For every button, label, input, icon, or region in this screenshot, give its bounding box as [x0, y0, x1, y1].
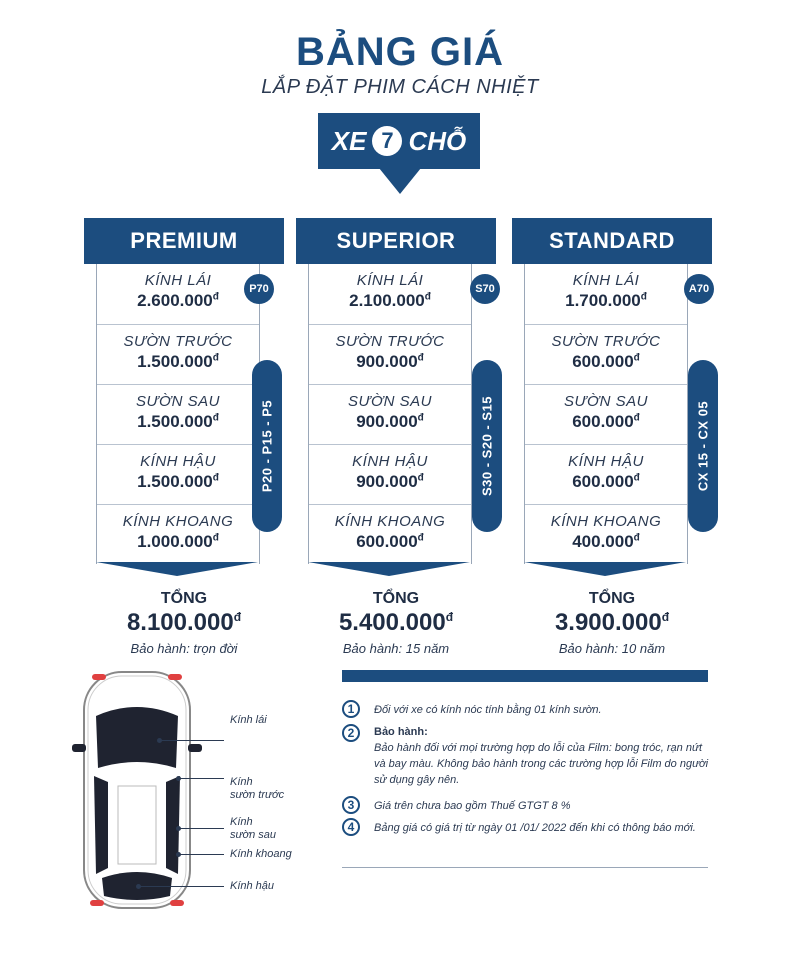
column-pointer — [308, 562, 470, 576]
row-value: $2.100.000^đ$ — [349, 291, 431, 310]
price-row — [97, 384, 259, 445]
price-row — [97, 264, 259, 324]
package-name: PREMIUM — [84, 218, 284, 264]
price-row — [525, 444, 687, 505]
row-label: SƯỜN TRƯỚC — [335, 333, 445, 350]
price-row — [525, 324, 687, 385]
label-cabin: Kính khoang — [230, 848, 292, 860]
pointer-line — [180, 854, 224, 855]
row-value: $900.000^đ$ — [356, 472, 424, 491]
price-row — [309, 504, 471, 565]
row-value: $1.500.000^đ$ — [137, 412, 219, 431]
price-row — [97, 504, 259, 565]
page-title: BẢNG GIÁ — [296, 30, 504, 74]
badge-prefix: XE — [331, 125, 367, 156]
row-value: $600.000^đ$ — [572, 472, 640, 491]
vehicle-type-badge — [318, 113, 480, 169]
row-label: KÍNH LÁI — [356, 272, 424, 289]
pointer-line — [140, 886, 224, 887]
row-label: SƯỜN TRƯỚC — [123, 333, 233, 350]
price-row — [525, 264, 687, 324]
package-rows — [524, 264, 688, 564]
label-windshield: Kính lái — [230, 714, 267, 726]
price-row — [309, 264, 471, 324]
label-rear-side: Kính sườn sau — [230, 816, 277, 841]
film-variants-pill: S30 - S20 - S15 — [472, 360, 502, 532]
row-label: KÍNH LÁI — [572, 272, 640, 289]
price-row — [309, 384, 471, 445]
row-label: SƯỜN SAU — [348, 393, 432, 410]
label-rear: Kính hậu — [230, 880, 275, 892]
row-value: $600.000^đ$ — [356, 532, 424, 551]
note-text: Bảng giá có giá trị từ ngày 01 /01/ 2022 đến khi có thông báo mới. — [374, 822, 696, 834]
row-value: $600.000^đ$ — [572, 412, 640, 431]
row-label: SƯỜN SAU — [136, 393, 220, 410]
package-name: SUPERIOR — [296, 218, 496, 264]
warranty-text: Bảo hành: trọn đời — [130, 641, 238, 656]
row-value: $900.000^đ$ — [356, 352, 424, 371]
film-code-badge: S70 — [470, 274, 500, 304]
row-value: $400.000^đ$ — [572, 532, 640, 551]
price-row — [309, 324, 471, 385]
notes-header-bar — [342, 670, 708, 682]
film-variants-pill: CX 15 - CX 05 — [688, 360, 718, 532]
row-label: KÍNH KHOANG — [334, 513, 446, 530]
row-label: KÍNH LÁI — [144, 272, 212, 289]
car-top-view-icon — [72, 668, 222, 918]
row-value: $1.700.000^đ$ — [565, 291, 647, 310]
seat-count: 7 — [372, 126, 402, 156]
price-row — [525, 504, 687, 565]
row-label: KÍNH KHOANG — [122, 513, 234, 530]
row-label: SƯỜN SAU — [564, 393, 648, 410]
column-pointer — [524, 562, 686, 576]
package-rows — [308, 264, 472, 564]
label-front-side: Kính sườn trước — [230, 776, 285, 801]
note-number: 2 — [342, 724, 360, 742]
price-row — [97, 444, 259, 505]
column-pointer — [96, 562, 258, 576]
price-row — [525, 384, 687, 445]
film-code-badge: A70 — [684, 274, 714, 304]
row-value: $1.500.000^đ$ — [137, 352, 219, 371]
note-text: Giá trên chưa bao gồm Thuế GTGT 8 % — [374, 800, 571, 812]
notes-divider — [342, 867, 708, 868]
note-number: 1 — [342, 700, 360, 718]
row-label: KÍNH HẬU — [568, 453, 644, 470]
price-row — [97, 324, 259, 385]
note-text: Đối với xe có kính nóc tính bằng 01 kính sườn. — [374, 704, 602, 716]
row-label: KÍNH HẬU — [140, 453, 216, 470]
row-value: $1.500.000^đ$ — [137, 472, 219, 491]
pointer-line — [160, 740, 224, 741]
row-value: $1.000.000^đ$ — [137, 532, 219, 551]
row-value: $600.000^đ$ — [572, 352, 640, 371]
package-total: TỔNG $5.400.000^đ$ Bảo hành: 15 năm — [296, 590, 496, 656]
film-variants-pill: P20 - P15 - P5 — [252, 360, 282, 532]
row-label: KÍNH HẬU — [352, 453, 428, 470]
note-number: 4 — [342, 818, 360, 836]
badge-pointer — [379, 168, 421, 194]
package-name: STANDARD — [512, 218, 712, 264]
package-total: TỔNG $8.100.000^đ$ Bảo hành: trọn đời — [84, 590, 284, 656]
package-standard — [512, 218, 712, 656]
package-superior — [296, 218, 496, 656]
row-label: SƯỜN TRƯỚC — [551, 333, 661, 350]
package-premium — [84, 218, 284, 656]
page-subtitle: LẮP ĐẶT PHIM CÁCH NHIỆT — [261, 76, 539, 98]
pointer-line — [180, 828, 224, 829]
warranty-text: Bảo hành: 15 năm — [342, 641, 450, 656]
package-total: TỔNG $3.900.000^đ$ Bảo hành: 10 năm — [512, 590, 712, 656]
row-label: KÍNH KHOANG — [550, 513, 662, 530]
row-value: $2.600.000^đ$ — [137, 291, 219, 310]
badge-suffix: CHỖ — [408, 125, 467, 156]
note-number: 3 — [342, 796, 360, 814]
package-rows — [96, 264, 260, 564]
price-row — [309, 444, 471, 505]
note-text: Bảo hành: Bảo hành đối với mọi trường hợp do lỗi của Film: bong tróc, rạn nứt và bay màu. Không bảo hành trong các trường hợp lỗi Film do người sử dụng gây nên. — [374, 726, 709, 786]
row-value: $900.000^đ$ — [356, 412, 424, 431]
film-code-badge: P70 — [244, 274, 274, 304]
pointer-line — [180, 778, 224, 779]
warranty-text: Bảo hành: 10 năm — [558, 641, 666, 656]
